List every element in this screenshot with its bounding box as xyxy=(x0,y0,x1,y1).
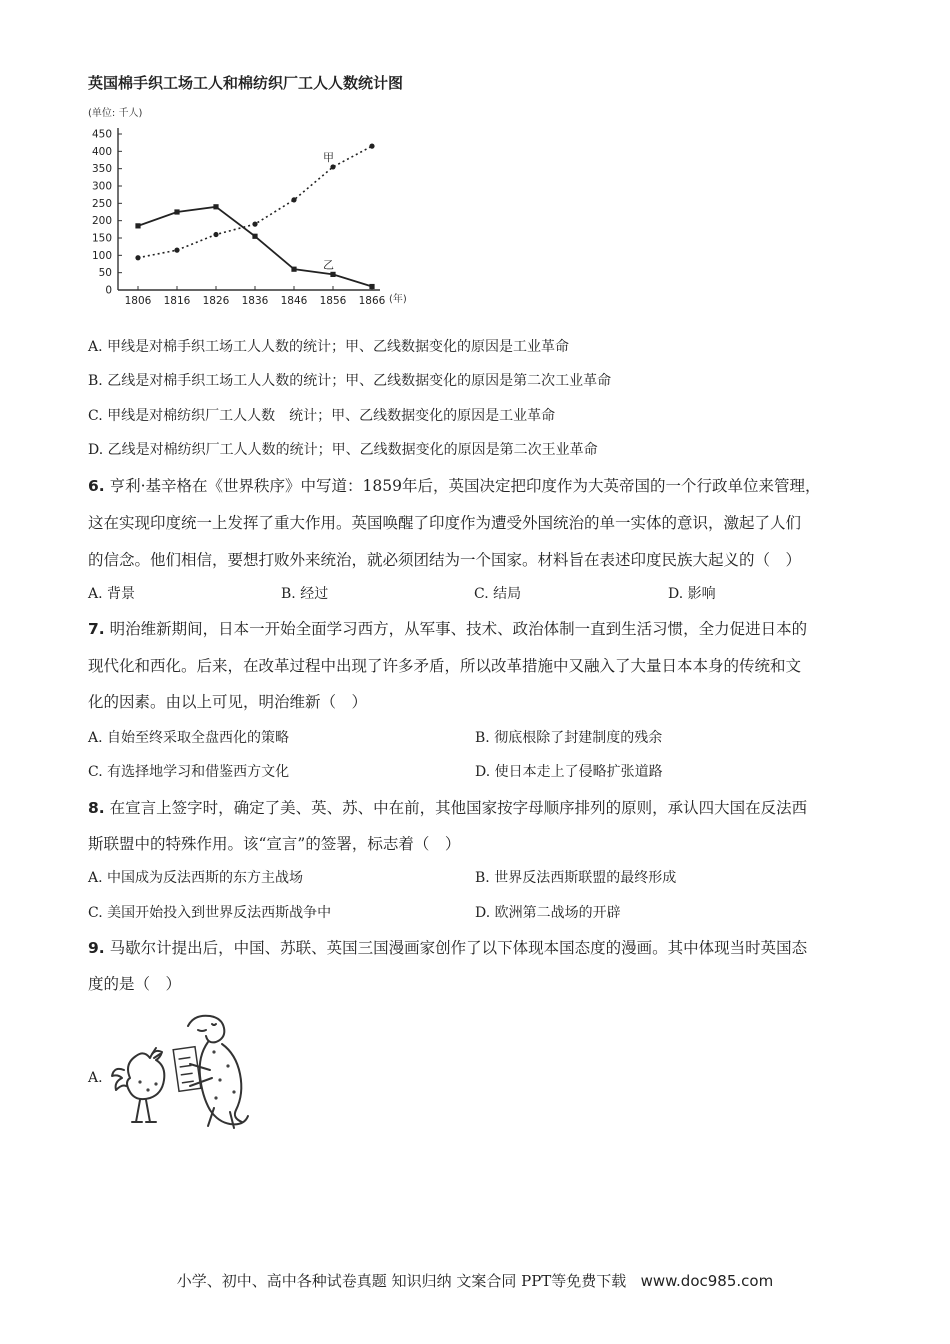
series-label-乙: 乙 xyxy=(323,258,334,272)
q8-number: 8. xyxy=(88,799,105,817)
chart-x-unit-label: (年) xyxy=(389,294,407,305)
y-tick-label: 300 xyxy=(91,180,112,193)
x-tick-label: 1806 xyxy=(124,295,152,307)
q7-number: 7. xyxy=(88,620,105,638)
q7-line-2: 现代化和西化。后来，在改革过程中出现了许多矛盾，所以改革措施中又融入了大量日本本身的传统和文 xyxy=(88,657,802,675)
q6-line-2: 这在实现印度统一上发挥了重大作用。英国唤醒了印度作为遭受外国统治的单一实体的意识，激起了人们 xyxy=(88,514,802,532)
chart-axes xyxy=(118,128,380,290)
y-tick-label: 150 xyxy=(91,232,112,245)
y-tick-label: 400 xyxy=(91,145,112,158)
q9-option-a-cartoon-image xyxy=(110,1008,260,1134)
q8-line-1: 8. 在宣言上签字时，确定了美、英、苏、中在前，其他国家按字母顺序排列的原则，承认四大国在反法西 xyxy=(88,799,808,817)
data-point-乙 xyxy=(135,223,140,228)
chart-title: 英国棉手织工场工人和棉纺织厂工人人数统计图 xyxy=(88,74,404,92)
q6-line-3: 的信念。他们相信，要想打败外来统治，就必须团结为一个国家。材料旨在表述印度民族大起义的（ ） xyxy=(88,551,802,569)
data-point-甲 xyxy=(291,197,296,202)
data-point-乙 xyxy=(213,204,218,209)
q7-option-a: A. 自始至终采取全盘西化的策略 xyxy=(88,730,290,746)
data-point-甲 xyxy=(330,164,335,169)
q5-option-b: B. 乙线是对棉手织工场工人人数的统计；甲、乙线数据变化的原因是第二次工业革命 xyxy=(88,373,612,389)
y-tick-label: 250 xyxy=(91,197,112,210)
x-tick-label: 1866 xyxy=(358,295,386,307)
q5-option-d: D. 乙线是对棉纺织厂工人人数的统计；甲、乙线数据变化的原因是第二次王业革命 xyxy=(88,442,598,458)
footer-site-link[interactable]: www.doc985.com xyxy=(640,1272,774,1290)
x-tick-label: 1846 xyxy=(280,295,308,307)
q8-option-d: D. 欧洲第二战场的开辟 xyxy=(475,905,621,921)
y-tick-label: 100 xyxy=(91,249,112,262)
data-point-乙 xyxy=(291,267,296,272)
data-point-乙 xyxy=(330,272,335,277)
page-footer xyxy=(0,1270,950,1291)
q7-line-3: 化的因素。由以上可见，明治维新（ ） xyxy=(88,693,368,711)
line-chart xyxy=(84,102,424,310)
chart-ticks xyxy=(92,129,386,308)
q8-line-2: 斯联盟中的特殊作用。该“宣言”的签署，标志着（ ） xyxy=(88,835,461,853)
series-label-甲: 甲 xyxy=(323,150,334,164)
y-tick-label: 450 xyxy=(91,128,112,141)
x-tick-label: 1816 xyxy=(163,295,191,307)
series-line-乙 xyxy=(138,207,372,287)
data-point-乙 xyxy=(252,234,257,239)
y-tick-label: 0 xyxy=(105,284,112,297)
series-line-甲 xyxy=(138,146,372,258)
q7-option-b: B. 彻底根除了封建制度的残余 xyxy=(475,730,663,746)
x-tick-label: 1856 xyxy=(319,295,347,307)
q7-option-d: D. 使日本走上了侵略扩张道路 xyxy=(475,764,663,780)
q9-option-a-label: A. xyxy=(88,1070,103,1086)
data-point-乙 xyxy=(174,209,179,214)
data-point-乙 xyxy=(369,284,374,289)
chart-series xyxy=(135,144,374,290)
q8-option-c: C. 美国开始投入到世界反法西斯战争中 xyxy=(88,905,332,921)
q6-number: 6. xyxy=(88,477,105,495)
q6-option-b: B. 经过 xyxy=(281,586,329,602)
data-point-甲 xyxy=(174,248,179,253)
x-tick-label: 1826 xyxy=(202,295,230,307)
q8-option-b: B. 世界反法西斯联盟的最终形成 xyxy=(475,870,677,886)
q7-line-1: 7. 明治维新期间，日本一开始全面学习西方，从军事、技术、政治体制一直到生活习惯，全力促进日本的 xyxy=(88,620,808,638)
q7-option-c: C. 有选择地学习和借鉴西方文化 xyxy=(88,764,290,780)
q6-option-a: A. 背景 xyxy=(88,586,136,602)
q5-option-a: A. 甲线是对棉手织工场工人人数的统计；甲、乙线数据变化的原因是工业革命 xyxy=(88,339,570,355)
chart-unit-label: (单位: 千人) xyxy=(88,108,143,119)
y-tick-label: 200 xyxy=(91,215,112,228)
q9-line-2: 度的是（ ） xyxy=(88,975,182,993)
q6-option-d: D. 影响 xyxy=(668,586,716,602)
x-tick-label: 1836 xyxy=(241,295,269,307)
y-tick-label: 50 xyxy=(98,267,112,280)
footer-text: 小学、初中、高中各种试卷真题 知识归纳 文案合同 PPT等免费下载 xyxy=(176,1272,627,1290)
q9-line-1: 9. 马歇尔计提出后，中国、苏联、英国三国漫画家创作了以下体现本国态度的漫画。其中体现当时英国态 xyxy=(88,939,808,957)
data-point-甲 xyxy=(252,222,257,227)
q6-line-1: 6. 亨利·基辛格在《世界秩序》中写道：1859年后，英国决定把印度作为大英帝国的一个行政单位来管理， xyxy=(88,477,821,495)
q5-option-c: C. 甲线是对棉纺织厂工人人数 统计；甲、乙线数据变化的原因是工业革命 xyxy=(88,408,556,424)
q9-number: 9. xyxy=(88,939,105,957)
q8-option-a: A. 中国成为反法西斯的东方主战场 xyxy=(88,870,304,886)
data-point-甲 xyxy=(369,144,374,149)
data-point-甲 xyxy=(135,255,140,260)
data-point-甲 xyxy=(213,232,218,237)
y-tick-label: 350 xyxy=(91,163,112,176)
q6-option-c: C. 结局 xyxy=(474,586,522,602)
